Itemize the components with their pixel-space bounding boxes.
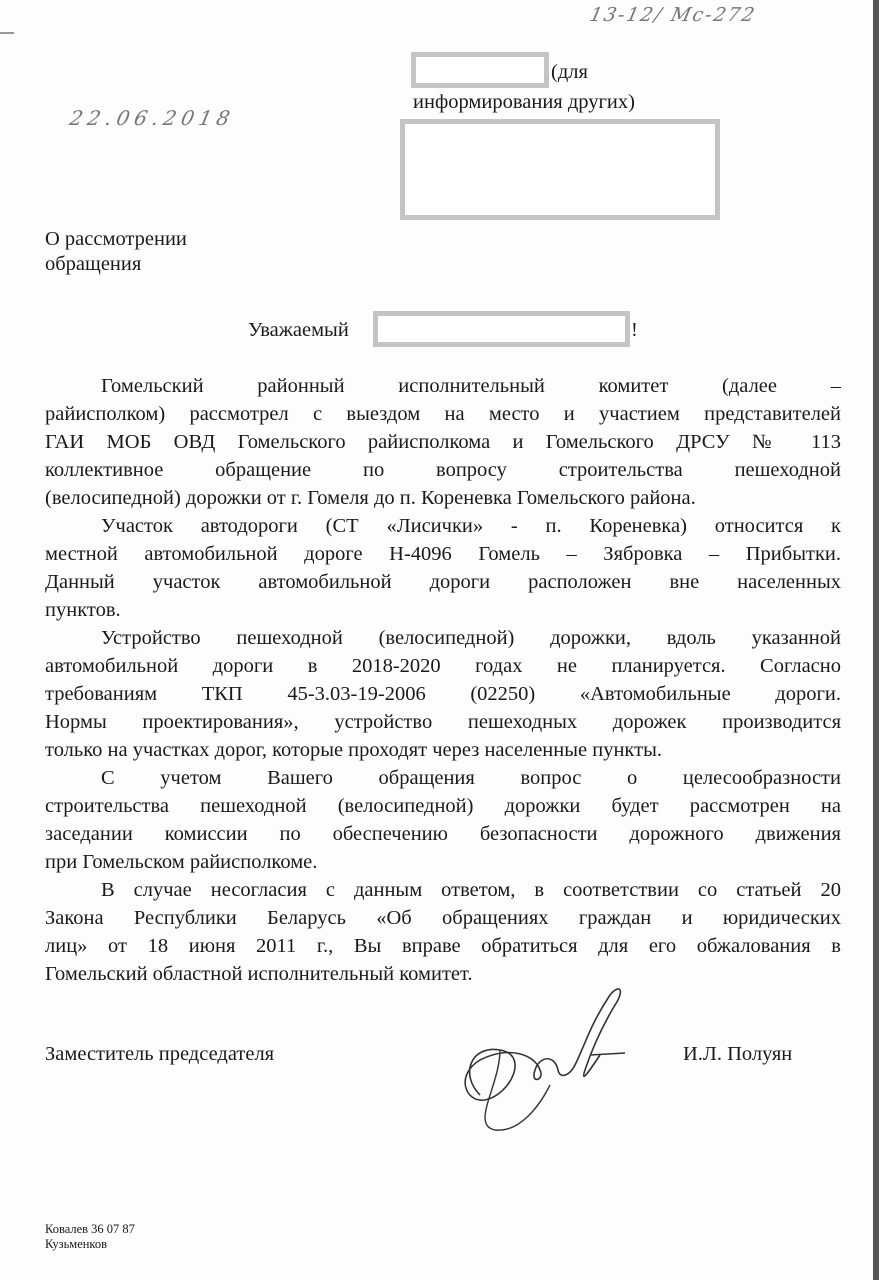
subject <box>45 227 187 277</box>
scan-mark <box>0 32 14 34</box>
paragraph-1-line: райисполком) рассмотрел с выездом на место и участием представителей <box>45 403 841 425</box>
paragraph-4-line: при Гомельском райисполкоме. <box>45 851 318 873</box>
paragraph-3-line: только на участках дорог, которые проходят через населенные пункты. <box>45 739 662 761</box>
paragraph-1-line: ГАИ МОБ ОВД Гомельского райисполкома и Гомельского ДРСУ № 113 <box>45 431 841 453</box>
paragraph-2-line: местной автомобильной дороге Н-4096 Гомель – Зябровка – Прибытки. <box>45 543 841 565</box>
addressee-line2: информирования других) <box>413 91 635 113</box>
greeting-suffix: ! <box>631 319 638 341</box>
redacted-recipient-name <box>373 311 630 347</box>
paragraph-5-line: Закона Республики Беларусь «Об обращениях граждан и юридических <box>45 907 841 929</box>
redacted-addressee-name <box>411 52 549 88</box>
executor-line: Кузьменков <box>45 1237 108 1251</box>
paragraph-1-line: (велосипедной) дорожки от г. Гомеля до п. Кореневка Гомельского района. <box>45 487 696 509</box>
paragraph-5-line: Гомельский областной исполнительный комитет. <box>45 963 473 985</box>
footer-executor <box>45 1222 135 1252</box>
handwritten-signature <box>440 975 640 1135</box>
paragraph-3-line: Устройство пешеходной (велосипедной) дорожки, вдоль указанной <box>101 627 841 649</box>
paragraph-5-line: лиц» от 18 июня 2011 г., Вы вправе обратиться для его обжалования в <box>45 935 841 957</box>
date-handwritten: 22.06.2018 <box>67 106 238 130</box>
paragraph-5-line: В случае несогласия с данным ответом, в соответствии со статьей 20 <box>101 879 841 901</box>
subject-line: О рассмотрении <box>45 228 187 250</box>
paragraph-4-line: строительства пешеходной (велосипедной) дорожки будет рассмотрен на <box>45 795 841 817</box>
registration-number-handwritten: 13-12/ Мс-272 <box>587 4 759 26</box>
scan-edge <box>873 0 879 1280</box>
redacted-addressee-address <box>400 119 720 220</box>
executor-line: Ковалев 36 07 87 <box>45 1222 135 1236</box>
paragraph-2-line: Данный участок автомобильной дороги расположен вне населенных <box>45 571 841 593</box>
paragraph-3-line: Нормы проектирования», устройство пешеходных дорожек производится <box>45 711 841 733</box>
signatory-position: Заместитель председателя <box>45 1043 275 1065</box>
letter-body <box>45 372 841 988</box>
paragraph-2-line: пунктов. <box>45 599 121 621</box>
paragraph-2-line: Участок автодороги (СТ «Лисички» - п. Кореневка) относится к <box>101 515 841 537</box>
paragraph-4-line: С учетом Вашего обращения вопрос о целесообразности <box>101 767 841 789</box>
subject-line: обращения <box>45 253 142 275</box>
addressee-line1: (для <box>551 61 588 83</box>
paragraph-1-line: коллективное обращение по вопросу строительства пешеходной <box>45 459 841 481</box>
signatory-name: И.Л. Полуян <box>683 1043 793 1065</box>
greeting-prefix: Уважаемый <box>248 319 349 341</box>
paragraph-4-line: заседании комиссии по обеспечению безопасности дорожного движения <box>45 823 841 845</box>
paragraph-1-line: Гомельский районный исполнительный комитет (далее – <box>101 375 841 397</box>
paragraph-3-line: требованиям ТКП 45-3.03-19-2006 (02250) «Автомобильные дороги. <box>45 683 841 705</box>
paragraph-3-line: автомобильной дороги в 2018-2020 годах не планируется. Согласно <box>45 655 841 677</box>
